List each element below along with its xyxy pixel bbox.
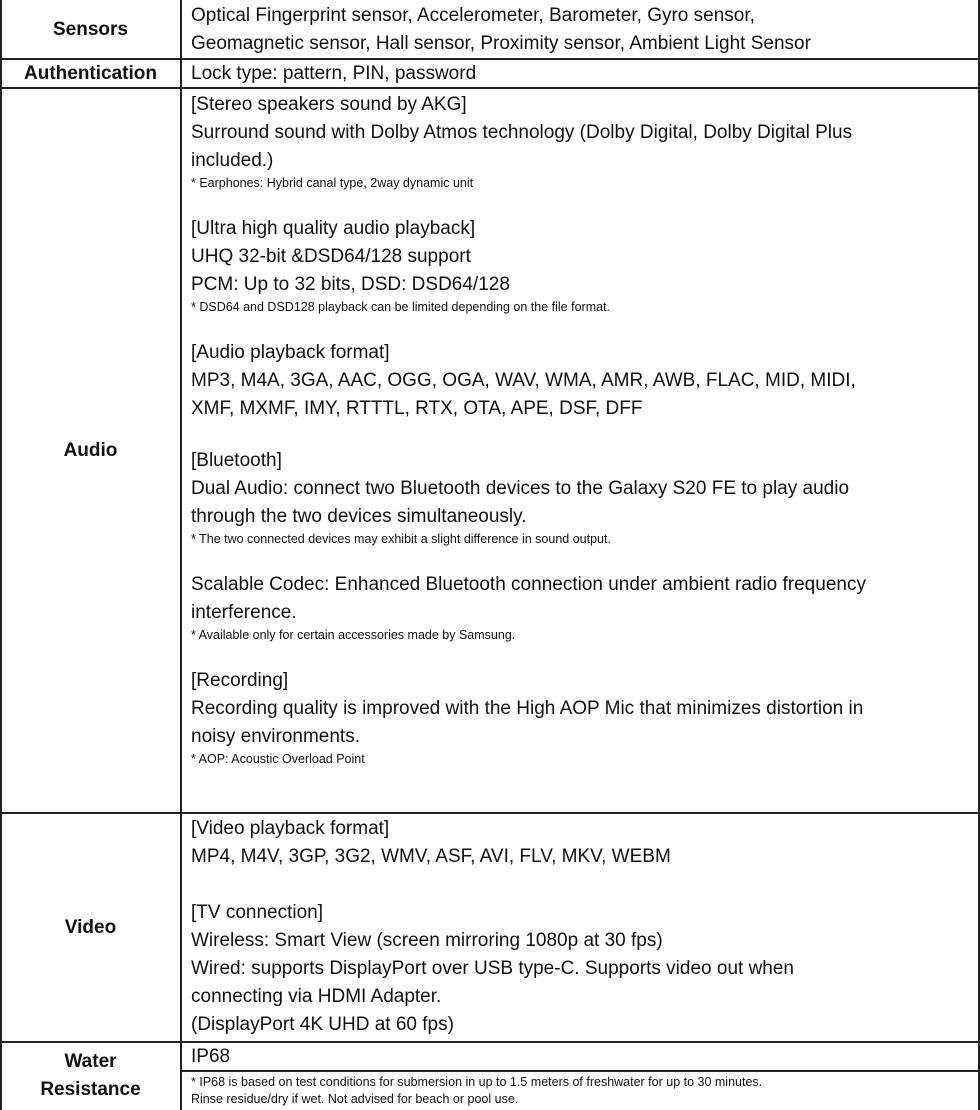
video-tv-line-3: connecting via HDMI Adapter. [191,986,442,1007]
column-divider [180,0,182,1110]
video-row [0,813,980,1042]
audio-recording-line-1: Recording quality is improved with the High AOP Mic that minimizes distortion in [191,698,864,719]
water-resistance-label-line-2: Resistance [40,1079,141,1100]
audio-value [191,91,974,813]
authentication-line: Lock type: pattern, PIN, password [191,63,477,84]
audio-formats-line-2: XMF, MXMF, IMY, RTTTL, RTX, OTA, APE, DSF, DFF [191,398,643,419]
spacer [191,315,974,339]
video-playback-line-1: MP4, M4V, 3GP, 3G2, WMV, ASF, AVI, FLV, MKV, WEBM [191,846,671,867]
audio-bluetooth-line-2: through the two devices simultaneously. [191,506,527,527]
audio-codec-line-1: Scalable Codec: Enhanced Bluetooth connection under ambient radio frequency [191,574,866,595]
audio-speakers-note: * Earphones: Hybrid canal type, 2way dynamic unit [191,176,474,190]
audio-label: Audio [63,439,118,461]
row-divider [0,58,980,60]
sensors-line-2: Geomagnetic sensor, Hall sensor, Proximity sensor, Ambient Light Sensor [191,33,811,54]
water-rating: IP68 [191,1046,231,1067]
spacer [191,643,974,667]
audio-recording-heading: [Recording] [191,670,289,691]
video-label: Video [64,916,117,938]
audio-speakers-heading: [Stereo speakers sound by AKG] [191,94,467,115]
audio-formats-heading: [Audio playback format] [191,342,390,363]
authentication-value [191,60,974,88]
audio-bluetooth-heading: [Bluetooth] [191,450,282,471]
table-left-border [0,0,2,1110]
water-resistance-label [0,1042,181,1110]
spacer [191,547,974,571]
spacer [191,191,974,215]
audio-formats-line-1: MP3, M4A, 3GA, AAC, OGG, OGA, WAV, WMA, AMR, AWB, FLAC, MID, MIDI, [191,370,856,391]
authentication-row [0,59,980,88]
video-tv-line-4: (DisplayPort 4K UHD at 60 fps) [191,1014,454,1035]
audio-uhq-line-1: UHQ 32-bit &DSD64/128 support [191,246,471,267]
sensors-row [0,0,980,59]
water-note-2: Rinse residue/dry if wet. Not advised for beach or pool use. [191,1092,519,1106]
video-value [191,815,974,1042]
row-divider [0,812,980,814]
row-divider [0,87,980,89]
video-tv-line-1: Wireless: Smart View (screen mirroring 1080p at 30 fps) [191,930,663,951]
audio-speakers-line-2: included.) [191,150,274,171]
authentication-label: Authentication [24,62,157,84]
audio-codec-note: * Available only for certain accessories made by Samsung. [191,628,516,642]
audio-uhq-heading: [Ultra high quality audio playback] [191,218,476,239]
spacer [191,423,974,447]
audio-uhq-line-2: PCM: Up to 32 bits, DSD: DSD64/128 [191,274,510,295]
water-notes [191,1074,974,1110]
spacer-line [191,871,974,899]
audio-bluetooth-line-1: Dual Audio: connect two Bluetooth devices to the Galaxy S20 FE to play audio [191,478,850,499]
water-note-1: * IP68 is based on test conditions for submersion in up to 1.5 meters of freshwater for up to 30 minutes. [191,1075,763,1089]
audio-bluetooth-note: * The two connected devices may exhibit a slight difference in sound output. [191,532,611,546]
sensors-label: Sensors [53,18,128,40]
sensors-value [191,2,974,59]
water-resistance-row [0,1042,980,1110]
audio-speakers-line-1: Surround sound with Dolby Atmos technology (Dolby Digital, Dolby Digital Plus [191,122,853,143]
video-tv-heading: [TV connection] [191,902,324,923]
audio-uhq-note: * DSD64 and DSD128 playback can be limited depending on the file format. [191,300,611,314]
water-resistance-label-line-1: Water [64,1051,117,1072]
audio-row [0,88,980,813]
row-divider [0,1041,980,1043]
audio-codec-line-2: interference. [191,602,297,623]
audio-recording-line-2: noisy environments. [191,726,360,747]
video-tv-line-2: Wired: supports DisplayPort over USB type-C. Supports video out when [191,958,794,979]
video-playback-heading: [Video playback format] [191,818,390,839]
sensors-line-1: Optical Fingerprint sensor, Accelerometer, Barometer, Gyro sensor, [191,5,755,26]
audio-recording-note: * AOP: Acoustic Overload Point [191,752,365,766]
inner-divider [181,1070,980,1072]
